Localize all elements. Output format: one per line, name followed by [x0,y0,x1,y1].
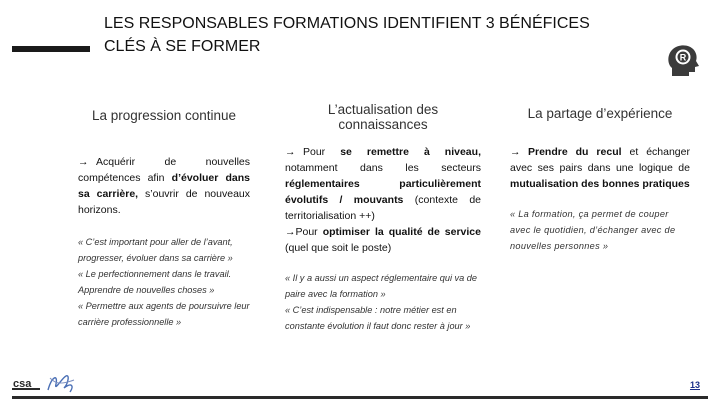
quote: « C’est indispensable : notre métier est en constante évolution il faut donc rester à jour » [285,305,471,331]
body-text-segment: (quel que soit le poste) [285,242,392,254]
column-partage [510,102,690,254]
page-number: 13 [689,380,700,390]
csa-logo-icon [12,376,40,394]
column-heading: La progression continue [91,108,237,123]
head-badge-icon [664,40,704,80]
quote: « Il y a aussi un aspect réglementaire qui va de paire avec la formation » [285,273,478,299]
title-line-2: CLÉS À SE FORMER [104,38,261,55]
body-text-segment: se remettre à niveau, [340,146,481,158]
title-line-1: LES RESPONSABLES FORMATIONS IDENTIFIENT 3 BÉNÉFICES [104,15,590,32]
arrow-icon: → [510,146,521,158]
column-heading: La partage d’expérience [527,106,673,121]
quote: « La formation, ça permet de couper avec le quotidien, d’échanger avec de nouvelles personnes » [510,209,676,251]
body-text-segment: Pour [303,146,341,158]
body-text-segment: Prendre du recul [528,146,622,158]
body-text-segment: (contexte de territorialisation ++) [285,194,481,222]
column-actualisation [285,102,481,334]
body-text-segment: mutualisation des bonnes pratiques [510,178,690,190]
column-quotes [285,270,481,334]
arrow-icon: → [285,146,296,158]
signature-logo-icon [44,370,78,396]
column-quotes [510,206,690,254]
column-quotes [78,234,250,330]
quote: « Le perfectionnement dans le travail. Apprendre de nouvelles choses » [78,269,232,295]
column-body [285,144,481,256]
column-heading: L’actualisation des connaissances [327,102,439,132]
body-text-segment: réglementaires particulièrement évolutifs / mouvants [285,178,481,206]
body-text-segment: notamment dans les secteurs [285,162,481,174]
csa-logo-text: csa [13,378,32,390]
title-accent-bar [12,46,90,52]
slide-title [104,12,664,58]
quote: « C’est important pour aller de l’avant, progresser, évoluer dans sa carrière » [78,237,233,263]
arrow-icon: → [78,156,89,168]
footer-divider [12,396,708,399]
svg-text:R: R [679,52,687,63]
body-text-segment: optimiser la qualité de service [322,226,481,238]
quote: « Permettre aux agents de poursuivre leur carrière professionnelle » [78,301,250,327]
body-text-segment: et échanger avec ses pairs dans une logique de [510,146,690,174]
body-text-segment: Acquérir de nouvelles compétences afin [78,156,250,184]
column-body [510,144,690,192]
body-text-segment: →Pour [285,226,323,238]
column-body [78,154,250,218]
body-text-segment: s’ouvrir de nouveaux horizons. [78,188,250,216]
column-progression [78,102,250,330]
body-text-segment: d’évoluer dans sa carrière, [78,172,251,200]
